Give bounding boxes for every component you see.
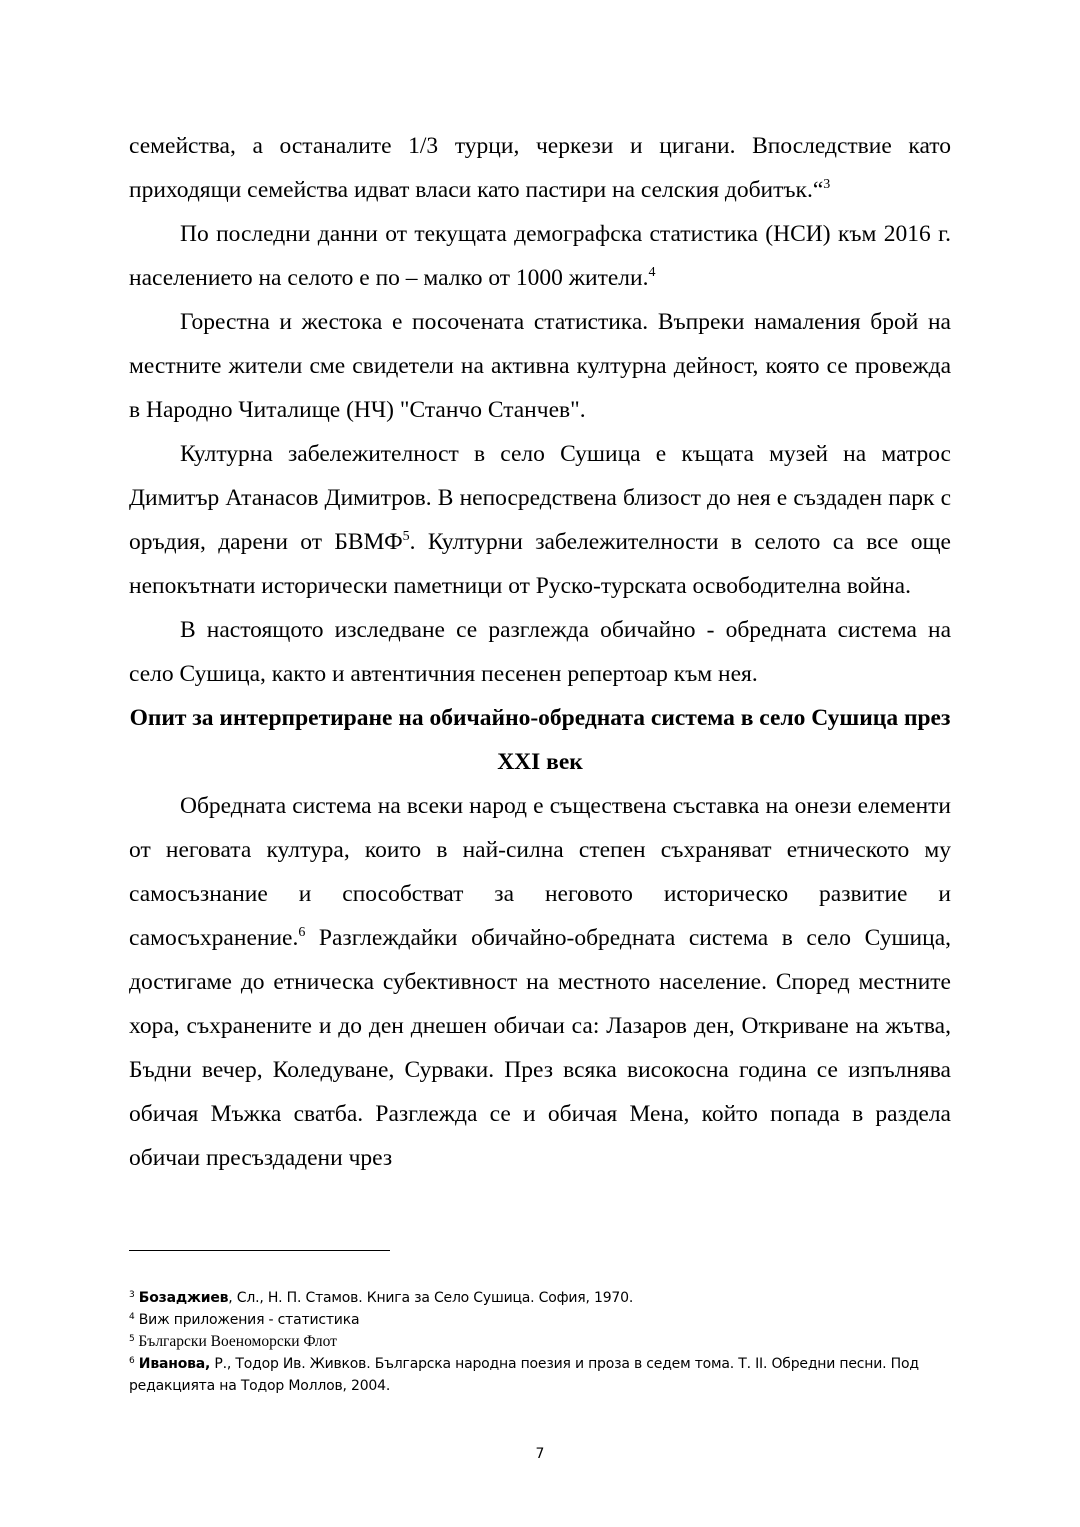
section-heading: Опит за интерпретиране на обичайно-обредната система в село Сушица през XXI век	[129, 705, 951, 775]
footnote-ref-5[interactable]: 5	[402, 529, 410, 544]
footnote-separator	[129, 1250, 390, 1251]
footnote-ref-6[interactable]: 6	[298, 925, 306, 940]
paragraph-3: Горестна и жестока е посочената статистика. Въпреки намаления брой на местните жители сме свидетели на активна културна дейност, която се провежда в Народно Читалище (НЧ) "Станчо Станчев".	[129, 309, 951, 423]
footnote-ref-4[interactable]: 4	[648, 265, 656, 280]
footnote-4: $^4$ Виж приложения - статистика	[129, 1312, 360, 1328]
footnote-number: 5	[129, 1334, 135, 1344]
footnote-5: $^5$ Български Военоморски Флот	[129, 1333, 337, 1350]
footnote-number: 6	[129, 1356, 135, 1366]
footnote-ref-3[interactable]: 3	[823, 177, 831, 192]
paragraph-5: В настоящото изследване се разглежда обичайно - обредната система на село Сушица, както и автентичния песенен репертоар към нея.	[129, 617, 951, 687]
body-text	[129, 124, 951, 1180]
paragraph-1: семейства, а останалите 1/3 турци, черкези и цигани. Впоследствие като приходящи семейства идват власи като пастири на селския добитък.“$^3$	[129, 133, 951, 203]
footnote-6: $^6$ Иванова, Р., Тодор Ив. Живков. Българска народна поезия и проза в седем тома. Т. II. Обредни песни. Под редакцията на Тодор Моллов, 2004.	[129, 1356, 919, 1394]
footnote-3: $^3$ Бозаджиев, Сл., Н. П. Стамов. Книга за Село Сушица. София, 1970.	[129, 1290, 634, 1306]
footnote-number: 3	[129, 1290, 135, 1300]
footnotes	[129, 1287, 951, 1397]
paragraph-6: Обредната система на всеки народ е съществена съставка на онези елементи от неговата култура, които в най-силна степен съхраняват етническото му самосъзнание и способстват за неговото историческо развитие и самосъхранение.$^6$ Разглеждайки обичайно-обредната система в село Сушица, достигаме до етническа субективност на местното население. Според местните хора, съхранените и до ден днешен обичаи са: Лазаров ден, Откриване на жътва, Бъдни вечер, Коледуване, Сурваки. През всяка високосна година се изпълнява обичая Мъжка сватба. Разглежда се и обичая Мена, който попада в раздела обичаи пресъздадени чрез	[129, 793, 951, 1171]
footnote-number: 4	[129, 1312, 135, 1322]
footnote-author: Бозаджиев	[138, 1290, 229, 1306]
paragraph-4: Културна забележителност в село Сушица е къщата музей на матрос Димитър Атанасов Димитров. В непосредствена близост до нея е създаден парк с оръдия, дарени от БВМФ$^5$. Културни забележителности в селото са все още непокътнати исторически паметници от Руско-турската освободителна война.	[129, 441, 951, 599]
page-number: 7	[535, 1446, 545, 1462]
paragraph-2: По последни данни от текущата демографска статистика (НСИ) към 2016 г. населението на селото е по – малко от 1000 жители.$^4$	[129, 221, 951, 291]
footnote-author: Иванова,	[138, 1356, 211, 1372]
